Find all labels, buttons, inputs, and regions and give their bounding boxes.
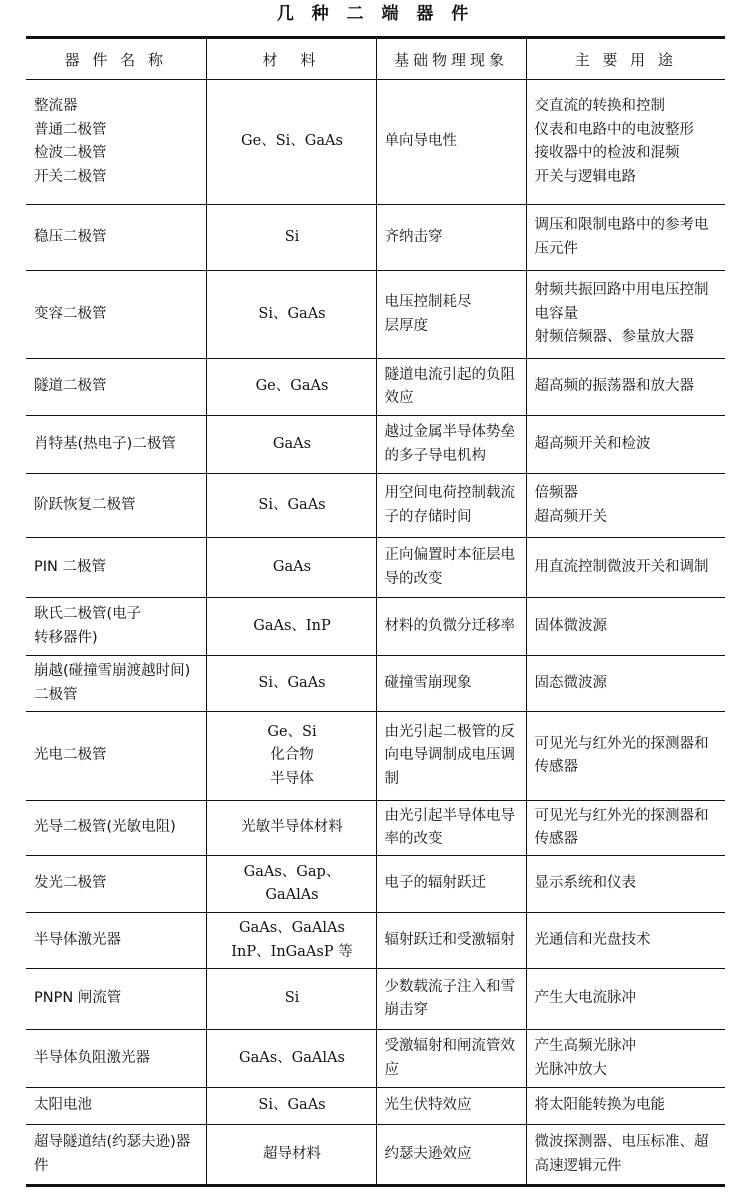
phenomenon-cell: 受激辐射和闸流管效应	[376, 1030, 526, 1088]
table-row	[26, 416, 725, 474]
phenomenon-cell: 隧道电流引起的负阻效应	[376, 359, 526, 416]
header-main-use: 主 要 用 途	[526, 38, 725, 80]
header-physical-phenomenon: 基础物理现象	[376, 38, 526, 80]
phenomenon-cell: 用空间电荷控制载流子的存储时间	[376, 474, 526, 538]
device-table	[26, 36, 725, 1187]
phenomenon-cell: 电子的辐射跃迁	[376, 856, 526, 913]
material-cell: GaAs、GaAlAs InP、InGaAsP 等	[206, 913, 376, 969]
table-row	[26, 271, 725, 359]
device-name-cell: 太阳电池	[26, 1088, 206, 1125]
phenomenon-cell: 齐纳击穿	[376, 205, 526, 271]
device-name-cell: 光电二极管	[26, 712, 206, 801]
device-name-cell: 整流器 普通二极管 检波二极管 开关二极管	[34, 98, 107, 185]
table-row	[26, 359, 725, 416]
material-cell: 光敏半导体材料	[206, 801, 376, 856]
table-row	[26, 538, 725, 598]
use-cell: 倍频器 超高频开关	[526, 474, 725, 538]
use-cell: 产生大电流脉冲	[526, 969, 725, 1030]
device-name-cell: 阶跃恢复二极管	[26, 474, 206, 538]
material-cell: GaAs	[206, 416, 376, 474]
device-name-cell: 变容二极管	[26, 271, 206, 359]
use-cell: 光通信和光盘技术	[526, 913, 725, 969]
table-row	[26, 1125, 725, 1186]
device-name-cell: 耿氏二极管(电子 转移器件)	[26, 598, 206, 656]
use-cell: 显示系统和仪表	[526, 856, 725, 913]
phenomenon-cell: 由光引起半导体电导率的改变	[376, 801, 526, 856]
phenomenon-cell: 约瑟夫逊效应	[376, 1125, 526, 1186]
device-name-cell: 光导二极管(光敏电阻)	[26, 801, 206, 856]
header-material: 材 料	[206, 38, 376, 80]
use-cell: 可见光与红外光的探测器和传感器	[526, 712, 725, 801]
phenomenon-cell: 越过金属半导体势垒的多子导电机构	[376, 416, 526, 474]
table-row	[26, 474, 725, 538]
table-title: 几 种 二 端 器 件	[276, 4, 475, 24]
use-cell: 固态微波源	[526, 656, 725, 712]
phenomenon-cell: 由光引起二极管的反向电导调制成电压调制	[376, 712, 526, 801]
table-body	[26, 80, 725, 1186]
use-cell: 调压和限制电路中的参考电压元件	[526, 205, 725, 271]
header-device-name: 器 件 名 称	[26, 38, 206, 80]
use-cell: 超高频开关和检波	[526, 416, 725, 474]
phenomenon-cell: 碰撞雪崩现象	[376, 656, 526, 712]
material-cell: Ge、Si 化合物 半导体	[206, 712, 376, 801]
device-name-cell: PNPN 闸流管	[26, 969, 206, 1030]
device-name-cell: 崩越(碰撞雪崩渡越时间)二极管	[26, 656, 206, 712]
use-cell: 微波探测器、电压标准、超高速逻辑元件	[526, 1125, 725, 1186]
use-cell: 交直流的转换和控制 仪表和电路中的电波整形 接收器中的检波和混频 开关与逻辑电路	[526, 80, 725, 205]
material-cell: Si、GaAs	[206, 474, 376, 538]
material-cell: Si、GaAs	[206, 1088, 376, 1125]
material-cell: GaAs、GaAlAs	[206, 1030, 376, 1088]
device-name-cell: 隧道二极管	[26, 359, 206, 416]
device-name-cell: 半导体负阻激光器	[26, 1030, 206, 1088]
device-name-cell: 肖特基(热电子)二极管	[26, 416, 206, 474]
table-row	[26, 656, 725, 712]
use-cell: 射频共振回路中用电压控制电容量 射频倍频器、参量放大器	[526, 271, 725, 359]
use-cell: 固体微波源	[526, 598, 725, 656]
table-header	[26, 38, 725, 80]
table-row	[26, 712, 725, 801]
table-row	[26, 205, 725, 271]
use-cell: 用直流控制微波开关和调制	[526, 538, 725, 598]
phenomenon-cell: 正向偏置时本征层电导的改变	[376, 538, 526, 598]
use-cell: 超高频的振荡器和放大器	[526, 359, 725, 416]
material-cell: Si、GaAs	[206, 656, 376, 712]
phenomenon-cell: 材料的负微分迁移率	[376, 598, 526, 656]
material-cell: 超导材料	[206, 1125, 376, 1186]
material-cell: GaAs、InP	[206, 598, 376, 656]
table-row	[26, 913, 725, 969]
table-row	[26, 1088, 725, 1125]
material-cell: Si	[206, 969, 376, 1030]
table-row	[26, 969, 725, 1030]
device-name-cell: 发光二极管	[26, 856, 206, 913]
table-row	[26, 80, 725, 205]
material-cell: Ge、Si、GaAs	[206, 80, 376, 205]
material-cell: Si、GaAs	[206, 271, 376, 359]
material-cell: Ge、GaAs	[206, 359, 376, 416]
table-row	[26, 598, 725, 656]
table-row	[26, 856, 725, 913]
device-name-cell: 半导体激光器	[26, 913, 206, 969]
use-cell: 可见光与红外光的探测器和传感器	[526, 801, 725, 856]
device-name-cell: 稳压二极管	[26, 205, 206, 271]
device-name-cell: PIN 二极管	[26, 538, 206, 598]
use-cell: 将太阳能转换为电能	[526, 1088, 725, 1125]
use-cell: 产生高频光脉冲 光脉冲放大	[526, 1030, 725, 1088]
phenomenon-cell: 辐射跃迁和受激辐射	[376, 913, 526, 969]
material-cell: GaAs	[206, 538, 376, 598]
table-row	[26, 1030, 725, 1088]
phenomenon-cell: 单向导电性	[376, 80, 526, 205]
phenomenon-cell: 电压控制耗尽 层厚度	[376, 271, 526, 359]
table-row	[26, 801, 725, 856]
material-cell: Si	[206, 205, 376, 271]
device-name-cell: 超导隧道结(约瑟夫逊)器件	[26, 1125, 206, 1186]
phenomenon-cell: 少数载流子注入和雪崩击穿	[376, 969, 526, 1030]
material-cell: GaAs、Gap、 GaAlAs	[206, 856, 376, 913]
phenomenon-cell: 光生伏特效应	[376, 1088, 526, 1125]
